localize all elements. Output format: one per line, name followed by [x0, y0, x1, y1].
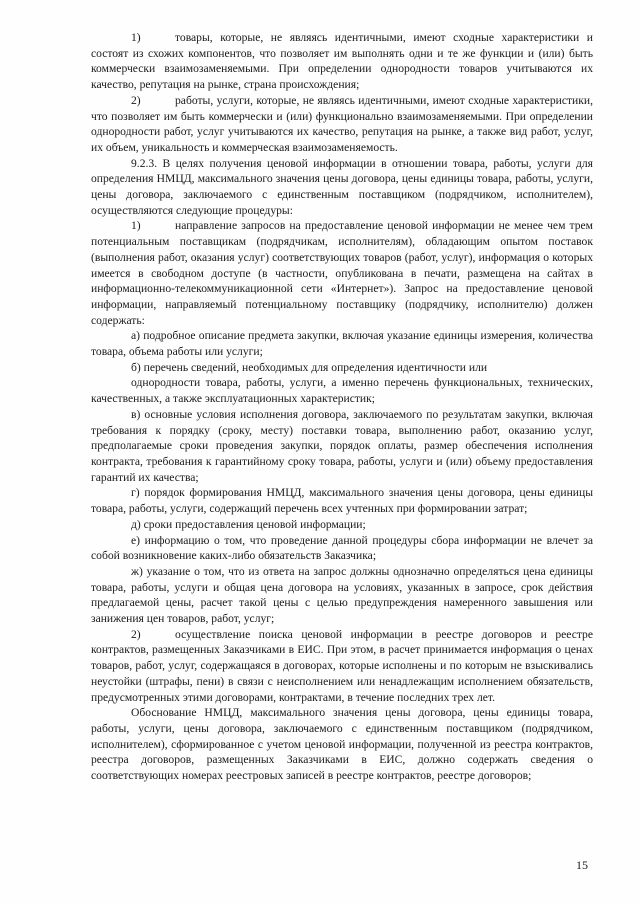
- paragraph-6: [91, 360, 593, 376]
- paragraph-14: [91, 705, 593, 784]
- paragraph-11: [91, 533, 593, 564]
- paragraph-4: [91, 218, 593, 328]
- paragraph-12: [91, 564, 593, 627]
- paragraph-text: г) порядок формирования НМЦД, максимального значения цены договора, цены единицы товара, работы, услуги, содержащий перечень всех учтенных при формировании затрат;: [91, 486, 593, 516]
- paragraph-text: работы, услуги, которые, не являясь идентичными, имеют сходные характеристики, что позволяет им быть коммерчески и (или) функционально взаимозаменяемыми. При определении однородности работ, услуг учитываются их качество, репутация на рынке, а также вид работ, услуг, их объем, уникальность и коммерческая взаимозаменяемость.: [91, 93, 593, 154]
- paragraph-7: [91, 375, 593, 406]
- paragraph-text: ж) указание о том, что из ответа на запрос должны однозначно определяться цена единицы товара, работы, услуги и общая цена договора на условиях, указанных в запросе, срок действия предлагаемой цены, расчет такой цены с целью предупреждения намеренного завышения или занижения цен товаров, работ, услуг;: [91, 564, 593, 626]
- paragraph-text: е) информацию о том, что проведение данной процедуры сбора информации не влечет за собой возникновение каких-либо обязательств Заказчика;: [91, 533, 593, 563]
- paragraph-text: а) подробное описание предмета закупки, включая указание единицы измерения, количества товара, объема работы или услуги;: [91, 329, 593, 359]
- paragraph-2: [91, 93, 593, 156]
- body-text: [91, 30, 593, 784]
- paragraph-1: [91, 30, 593, 93]
- paragraph-text: б) перечень сведений, необходимых для определения идентичности или: [131, 360, 488, 374]
- page-number: 15: [576, 858, 588, 872]
- list-number: 1): [131, 219, 141, 233]
- paragraph-text: в) основные условия исполнения договора, заключаемого по результатам закупки, включая требования к порядку (сроку, месту) поставки товара, выполнению работ, оказанию услуг, предполагаемые сроки проведения закупки, порядок оплаты, размер обеспечения исполнения контракта, требования к гарантийному сроку товара, работы, услуги и (или) объему предоставления гарантий их качества;: [91, 407, 593, 484]
- list-number: 1): [131, 31, 141, 44]
- list-number: 2): [131, 627, 141, 641]
- paragraph-text: направление запросов на предоставление ценовой информации не менее чем трем потенциальным поставщикам (подрядчикам, исполнителям), обладающим опытом поставок (выполнения работ, оказания услуг) соответствующих товаров (работ, услуг), информация о которых имеется в свободном доступе (в частности, опубликована в печати, размещена на сайтах в информационно-телекоммуникационной сети «Интернет»). Запрос на предоставление ценовой информации, направляемый потенциальному поставщику (подрядчику, исполнителю) должен содержать:: [91, 219, 593, 327]
- paragraph-10: [91, 517, 593, 533]
- paragraph-text: Обоснование НМЦД, максимального значения цены договора, цены единицы товара, работы, услуги, цены договора, заключаемого с единственным поставщиком (подрядчиком, исполнителем), сформированное с учетом ценовой информации, полученной из реестра контрактов, реестра договоров, размещенных Заказчиками в ЕИС, должно содержать сведения о соответствующих номерах реестровых записей в реестре контрактов, реестре договоров;: [91, 706, 593, 783]
- paragraph-text: д) сроки предоставления ценовой информации;: [131, 517, 366, 531]
- paragraph-5: [91, 328, 593, 359]
- paragraph-text: 9.2.3. В целях получения ценовой информации в отношении товара, работы, услуги для определения НМЦД, максимального значения цены договора, цены единицы товара, работы, услуги, цены договора, заключаемого с единственным поставщиком (подрядчиком, исполнителем), осуществляются следующие процедуры:: [91, 156, 593, 217]
- list-number: 2): [131, 93, 141, 107]
- paragraph-text: осуществление поиска ценовой информации в реестре договоров и реестре контрактов, размещенных Заказчиками в ЕИС. При этом, в расчет принимается информация о ценах товаров, работ, услуг, содержащаяся в договорах, которые исполнены и по которым не взыскивались неустойки (штрафы, пени) в связи с неисполнением или ненадлежащим исполнением обязательств, предусмотренных этими договорами, контрактами, в течение последних трех лет.: [91, 627, 593, 704]
- paragraph-text: однородности товара, работы, услуги, а именно перечень функциональных, технических, качественных, а также эксплуатационных характеристик;: [91, 376, 593, 406]
- paragraph-text: товары, которые, не являясь идентичными, имеют сходные характеристики и состоят из схожих компонентов, что позволяет им выполнять одни и те же функции и (или) быть коммерчески взаимозаменяемыми. При определении однородности товаров учитываются их качество, репутация на рынке, страна происхождения;: [91, 31, 593, 92]
- paragraph-8: [91, 407, 593, 486]
- paragraph-9: [91, 485, 593, 516]
- paragraph-3: [91, 156, 593, 219]
- paragraph-13: [91, 627, 593, 706]
